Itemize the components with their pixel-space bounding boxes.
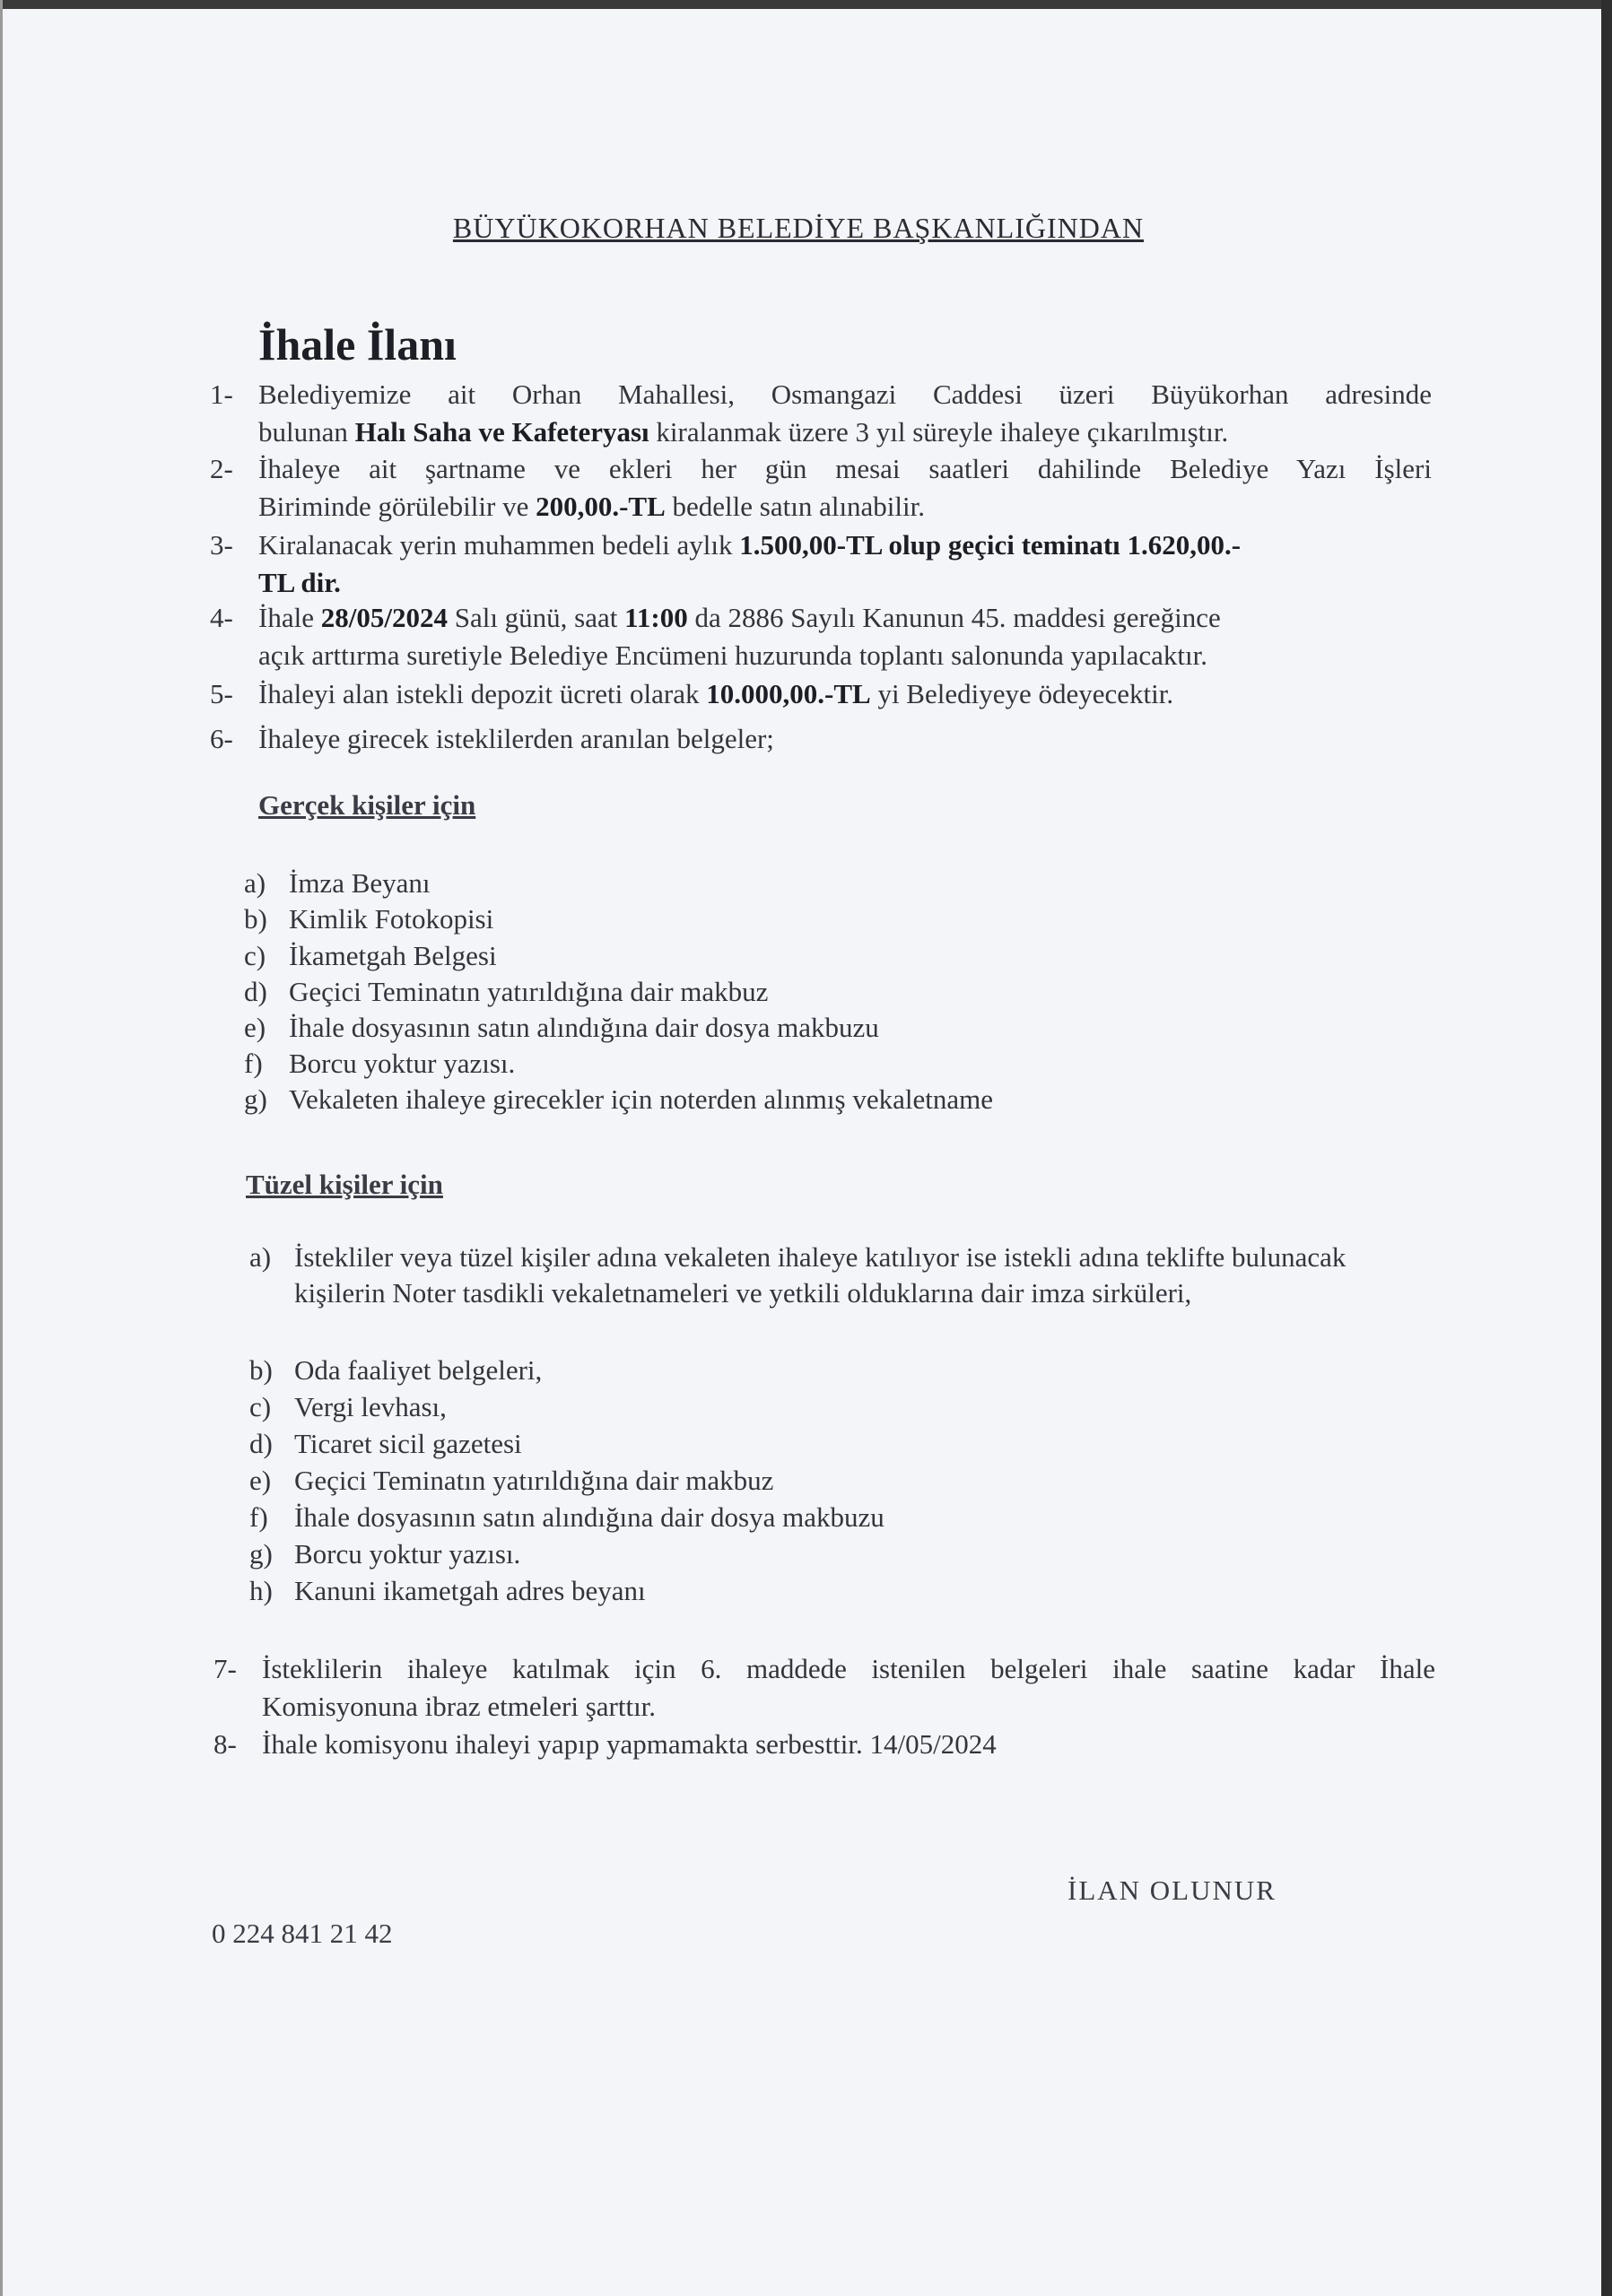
ilan-olunur: İLAN OLUNUR	[1067, 1874, 1277, 1906]
item-number: 7-	[213, 1653, 237, 1684]
list-item: d) Geçici Teminatın yatırıldığına dair makbuz	[244, 976, 769, 1007]
item-text: İhale komisyonu ihaleyi yapıp yapmamakta serbesttir. 14/05/2024	[262, 1728, 997, 1760]
tuzel-kisiler-heading: Tüzel kişiler için	[246, 1169, 443, 1200]
item-text: İhaleyi alan istekli depozit ücreti olarak 10.000,00.-TL yi Belediyeye ödeyecektir.	[258, 678, 1174, 709]
document-page: BÜYÜKOKORHAN BELEDİYE BAŞKANLIĞINDAN İhale İlanı 1- Belediyemize ait Orhan Mahallesi, Osmangazi Caddesi üzeri Büyükorhan adresinde bulunan Halı Saha ve Kafeteryası kiralanmak üzere 3 yıl süreyle ihaleye çıkarılmıştır. 2- İhaleye ait şartname ve ekleri her gün mesai saatleri dahilinde Belediye Yazı İşleri Biriminde görülebilir ve 200,00.-TL bedelle satın alınabilir. 3- Kiralanacak yerin muhammen bedeli aylık 1.500,00-TL olup geçici teminatı 1.620,00.- TL dir. 4- İhale 28/05/2024 Salı günü, saat 11:00 da 2886 Sayılı Kanunun 45. maddesi gereğince açık arttırma suretiyle Belediye Encümeni huzurunda toplantı salonunda yapılacaktır. 5- İhaleyi alan istekli depozit ücreti olarak 10.000,00.-TL yi Belediyeye ödeyecektir. 6- İhaleye girecek isteklilerden aranılan belgeler; Gerçek kişiler için a) İmza Beyanı b) Kimlik Fotokopisi c) İkametgah Belgesi d) Geçici Teminatın yatırıldığına dair makbuz e) İhale dosyasının satın alındığına dair dosya makbuzu f) Borcu yoktur yazısı. g) Vekaleten ihaleye girecekler için noterden alınmış vekaletname Tüzel kişiler için a) İstekliler veya tüzel kişiler adına vekaleten ihaleye katılıyor ise istekli adına teklifte bulunacak kişilerin Noter tasdikli vekaletnameleri ve yetkili olduklarına dair imza sirküleri, b) Oda faaliyet belgeleri, c) Vergi levhası, d) Ticaret sicil gazetesi e) Geçici Teminatın yatırıldığına dair makbuz f) İhale dosyasının satın alındığına dair dosya makbuzu g) Borcu yoktur yazısı. h) Kanuni ikametgah adres beyanı 7- İsteklilerin ihaleye katılmak için 6. maddede istenilen belgeleri ihale saatine kadar İhale Komisyonuna ibraz etmeleri şarttır. 8- İhale komisyonu ihaleyi yapıp yapmamakta serbesttir. 14/05/2024 İLAN OLUNUR 0 224 841 21 42	[0, 0, 1612, 2296]
item-number: 8-	[213, 1728, 237, 1760]
gercek-kisiler-heading: Gerçek kişiler için	[258, 789, 476, 821]
bold-text: 200,00.-TL	[536, 491, 666, 522]
list-item: g) Vekaleten ihaleye girecekler için noterden alınmış vekaletname	[244, 1083, 993, 1115]
item-number: 2-	[210, 453, 233, 484]
item-number: 5-	[210, 678, 233, 709]
document-title: İhale İlanı	[258, 319, 457, 370]
item-text: Belediyemize ait Orhan Mahallesi, Osmangazi Caddesi üzeri Büyükorhan adresinde	[258, 378, 1432, 410]
scan-edge-top	[0, 0, 1612, 9]
bold-text: 11:00	[624, 602, 688, 633]
bold-text: 10.000,00.-TL	[706, 678, 871, 709]
item-number: 4-	[210, 602, 233, 633]
list-item: e) İhale dosyasının satın alındığına dair dosya makbuzu	[244, 1012, 879, 1043]
bold-text: Halı Saha ve Kafeteryası	[354, 416, 649, 448]
item-text: İhaleye ait şartname ve ekleri her gün mesai saatleri dahilinde Belediye Yazı İşleri	[258, 453, 1432, 484]
list-item: b) Kimlik Fotokopisi	[244, 903, 494, 935]
item-text: Biriminde görülebilir ve 200,00.-TL bedelle satın alınabilir.	[258, 491, 926, 522]
item-text: İhale 28/05/2024 Salı günü, saat 11:00 da 2886 Sayılı Kanunun 45. maddesi gereğince	[258, 602, 1221, 633]
phone-number: 0 224 841 21 42	[212, 1918, 393, 1949]
bold-text: TL dir.	[258, 567, 341, 598]
item-number: 3-	[210, 529, 233, 561]
list-item: c) İkametgah Belgesi	[244, 940, 497, 971]
bold-text: 28/05/2024	[320, 602, 448, 633]
item-text: İhaleye girecek isteklilerden aranılan belgeler;	[258, 723, 774, 754]
item-text: İsteklilerin ihaleye katılmak için 6. maddede istenilen belgeleri ihale saatine kadar İhale	[262, 1653, 1435, 1684]
item-number: 6-	[210, 723, 233, 754]
item-text: açık arttırma suretiyle Belediye Encümeni huzurunda toplantı salonunda yapılacaktır.	[258, 639, 1207, 671]
list-item: a) İmza Beyanı	[244, 867, 431, 899]
bold-text: 1.500,00-TL olup geçici teminatı 1.620,00.-	[739, 529, 1242, 561]
municipality-header: BÜYÜKOKORHAN BELEDİYE BAŞKANLIĞINDAN	[452, 212, 1145, 244]
list-item: f) Borcu yoktur yazısı.	[244, 1048, 516, 1079]
scan-edge-left	[0, 0, 3, 2296]
item-number: 1-	[210, 378, 233, 410]
item-text: Kiralanacak yerin muhammen bedeli aylık 1.500,00-TL olup geçici teminatı 1.620,00.-	[258, 529, 1242, 561]
item-text	[258, 564, 1432, 602]
item-text: bulunan Halı Saha ve Kafeteryası kiralanmak üzere 3 yıl süreyle ihaleye çıkarılmıştır.	[258, 416, 1229, 448]
item-text: Komisyonuna ibraz etmeleri şarttır.	[262, 1691, 657, 1722]
scan-edge-right	[1601, 0, 1612, 2296]
